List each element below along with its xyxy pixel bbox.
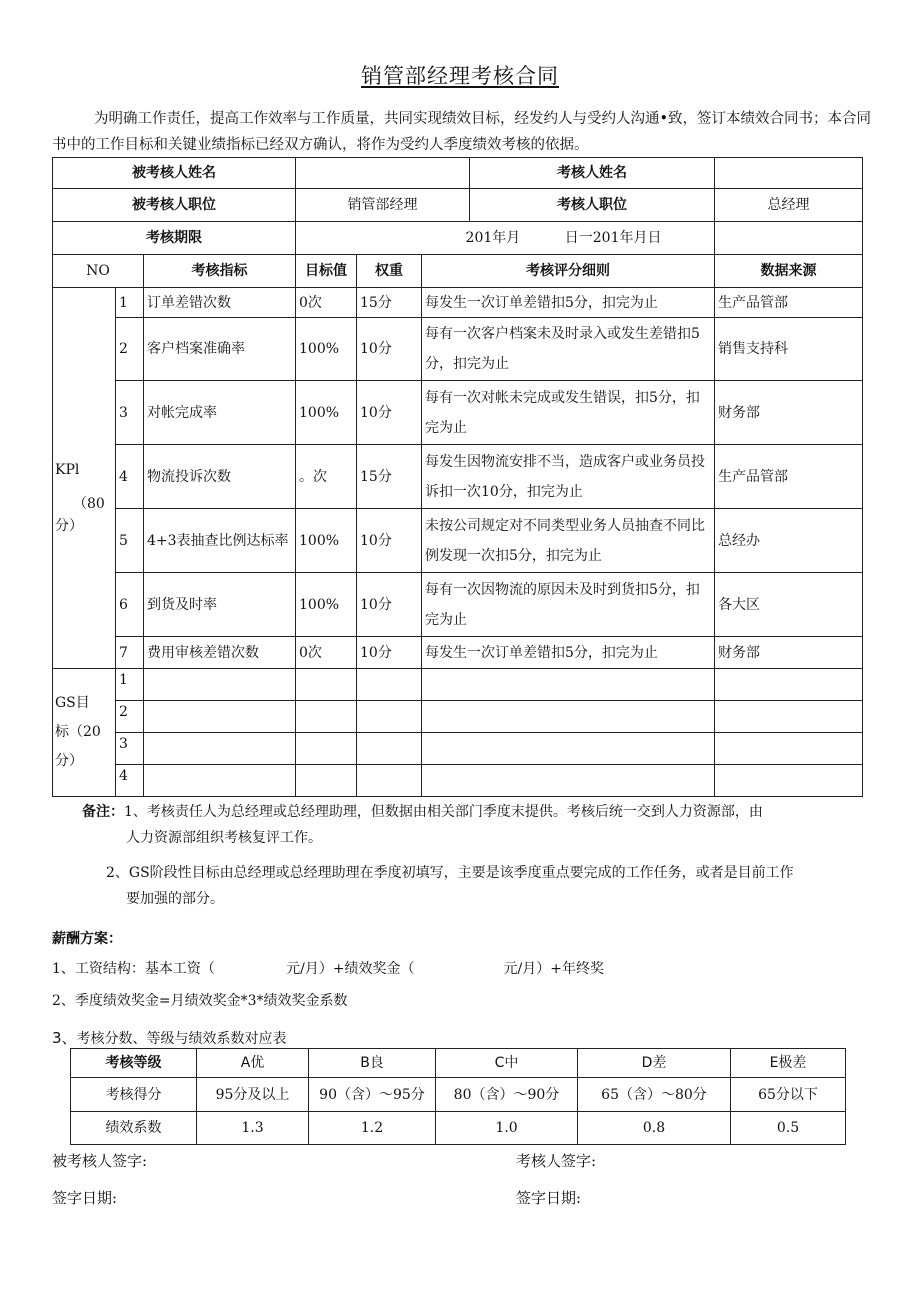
kpi-target: 100%: [296, 573, 357, 637]
gs-cell[interactable]: [296, 669, 357, 701]
kpi-target: 100%: [296, 381, 357, 445]
note-2-line2: 要加强的部分。: [126, 891, 224, 907]
col-target: 目标值: [296, 255, 357, 288]
salary-heading: 薪酬方案：: [52, 931, 122, 947]
kpi-no: 4: [116, 445, 144, 509]
kpi-weight: 15分: [357, 288, 422, 318]
period-label: 考核期限: [53, 222, 296, 255]
notes-block: [82, 799, 862, 851]
grade-coef-cell: 1.3: [197, 1112, 309, 1145]
gs-cell[interactable]: [715, 733, 863, 765]
kpi-indicator: 订单差错次数: [144, 288, 296, 318]
assessee-name-value[interactable]: [296, 158, 470, 189]
row-names: [53, 158, 863, 189]
grade-header-cell: D差: [578, 1049, 731, 1078]
kpi-source: 生产品管部: [715, 288, 863, 318]
kpi-no: 2: [116, 318, 144, 381]
page-title: 销管部经理考核合同: [361, 64, 559, 88]
gs-group-line1: GS目: [55, 695, 90, 711]
kpi-criteria: 每发生一次订单差错扣5分，扣完为止: [422, 288, 715, 318]
gs-cell[interactable]: [357, 701, 422, 733]
kpi-weight: 10分: [357, 381, 422, 445]
note-1-line1: 1、考核责任人为总经理或总经理助理，但数据由相关部门季度末提供。考核后统一交到人力资源部，由: [124, 804, 763, 820]
gs-group-line3: 分）: [55, 753, 83, 769]
kpi-no: 3: [116, 381, 144, 445]
notes-label: 备注：: [82, 804, 124, 820]
assessor-position-label: 考核人职位: [470, 189, 715, 222]
kpi-target: 100%: [296, 509, 357, 573]
period-value[interactable]: 201年月 日一201年月日: [296, 222, 715, 255]
kpi-criteria: 未按公司规定对不同类型业务人员抽查不同比例发现一次扣5分，扣完为止: [422, 509, 715, 573]
note-2: [106, 860, 876, 912]
grade-header-cell: C中: [436, 1049, 578, 1078]
kpi-criteria: 每发生因物流安排不当，造成客户或业务员投诉扣一次10分，扣完为止: [422, 445, 715, 509]
assessor-name-value[interactable]: [715, 158, 863, 189]
table-row: [53, 573, 863, 637]
gs-cell[interactable]: [715, 669, 863, 701]
gs-cell[interactable]: [296, 733, 357, 765]
kpi-indicator: 客户档案准确率: [144, 318, 296, 381]
table-row: [53, 288, 863, 318]
gs-cell[interactable]: [422, 765, 715, 797]
salary-item-2: 2、季度绩效奖金=月绩效奖金*3*绩效奖金系数: [52, 993, 348, 1009]
grade-coef-label: 绩效系数: [71, 1112, 197, 1145]
assessee-position-value[interactable]: 销管部经理: [296, 189, 470, 222]
gs-cell[interactable]: [357, 765, 422, 797]
kpi-source: 销售支持科: [715, 318, 863, 381]
kpi-source: 财务部: [715, 381, 863, 445]
gs-cell[interactable]: [357, 669, 422, 701]
grade-score-row: [71, 1078, 846, 1112]
grade-score-label: 考核得分: [71, 1078, 197, 1112]
assessment-table: [52, 157, 863, 797]
table-row: [53, 445, 863, 509]
salary-item-3: [52, 1027, 287, 1048]
kpi-group-line2: （80: [73, 496, 105, 512]
table-row: [53, 765, 863, 797]
gs-cell[interactable]: [715, 701, 863, 733]
kpi-criteria: 每有一次客户档案未及时录入或发生差错扣5分，扣完为止: [422, 318, 715, 381]
kpi-weight: 15分: [357, 445, 422, 509]
assessor-name-label: 考核人姓名: [470, 158, 715, 189]
note-2-line1: 2、GS阶段性目标由总经理或总经理助理在季度初填写，主要是该季度重点要完成的工作任务，或者是目前工作: [106, 865, 794, 881]
gs-cell[interactable]: [357, 733, 422, 765]
assessee-position-label: 被考核人职位: [53, 189, 296, 222]
gs-group-label: [53, 669, 116, 797]
grade-coef-cell: 1.2: [309, 1112, 436, 1145]
kpi-source: 总经办: [715, 509, 863, 573]
row-positions: [53, 189, 863, 222]
sign-date-left: 签字日期:: [52, 1189, 118, 1207]
grade-header-row: [71, 1049, 846, 1078]
gs-no: 2: [116, 701, 144, 733]
grade-score-cell: 65分以下: [731, 1078, 846, 1112]
note-1: [82, 799, 862, 825]
kpi-target: 。次: [296, 445, 357, 509]
grade-header-cell: A优: [197, 1049, 309, 1078]
salary-item-1: 1、工资结构：基本工资（ 元/月）+绩效奖金（ 元/月）+年终奖: [52, 961, 605, 977]
intro-paragraph: 为明确工作责任，提高工作效率与工作质量，共同实现绩效目标，经发约人与受约人沟通•致，签订本绩效合同书；本合同书中的工作目标和关键业绩指标已经双方确认，将作为受约人季度绩效考核的依据。: [52, 111, 872, 153]
sign-date-right: 签字日期:: [516, 1189, 582, 1207]
gs-cell[interactable]: [144, 669, 296, 701]
kpi-group-label: [53, 288, 116, 669]
table-row: [53, 318, 863, 381]
gs-cell[interactable]: [296, 701, 357, 733]
gs-group-line2: 标（20: [55, 724, 101, 740]
assessor-signature-label: 考核人签字:: [516, 1152, 597, 1170]
kpi-group-line3: 分）: [55, 518, 83, 534]
kpi-indicator: 4+3表抽查比例达标率: [144, 509, 296, 573]
kpi-target: 100%: [296, 318, 357, 381]
gs-cell[interactable]: [422, 733, 715, 765]
kpi-target: 0次: [296, 637, 357, 669]
row-period: [53, 222, 863, 255]
kpi-criteria: 每有一次因物流的原因未及时到货扣5分，扣完为止: [422, 573, 715, 637]
gs-cell[interactable]: [422, 701, 715, 733]
grade-score-cell: 95分及以上: [197, 1078, 309, 1112]
grade-coef-cell: 0.8: [578, 1112, 731, 1145]
assessor-position-value[interactable]: 总经理: [715, 189, 863, 222]
gs-no: 4: [116, 765, 144, 797]
grade-coef-cell: 1.0: [436, 1112, 578, 1145]
period-extra-cell[interactable]: [715, 222, 863, 255]
table-row: [53, 381, 863, 445]
kpi-source: 财务部: [715, 637, 863, 669]
kpi-weight: 10分: [357, 509, 422, 573]
grade-header-cell: E极差: [731, 1049, 846, 1078]
gs-cell[interactable]: [144, 733, 296, 765]
grade-header-cell: B良: [309, 1049, 436, 1078]
table-row: [53, 701, 863, 733]
grade-score-cell: 65（含）～80分: [578, 1078, 731, 1112]
gs-no: 3: [116, 733, 144, 765]
table-row: [53, 509, 863, 573]
kpi-no: 7: [116, 637, 144, 669]
grade-coef-cell: 0.5: [731, 1112, 846, 1145]
kpi-indicator: 物流投诉次数: [144, 445, 296, 509]
assessee-name-label: 被考核人姓名: [53, 158, 296, 189]
gs-cell[interactable]: [422, 669, 715, 701]
column-header-row: [53, 255, 863, 288]
kpi-weight: 10分: [357, 318, 422, 381]
kpi-source: 生产品管部: [715, 445, 863, 509]
kpi-group-line1: KPl: [55, 462, 80, 478]
kpi-target: 0次: [296, 288, 357, 318]
kpi-no: 6: [116, 573, 144, 637]
table-row: [53, 733, 863, 765]
gs-no: 1: [116, 669, 144, 701]
col-no: NO: [53, 255, 144, 288]
col-source: 数据来源: [715, 255, 863, 288]
assessee-signature-label: 被考核人签字:: [52, 1152, 148, 1170]
grade-score-cell: 80（含）～90分: [436, 1078, 578, 1112]
kpi-no: 5: [116, 509, 144, 573]
kpi-indicator: 对帐完成率: [144, 381, 296, 445]
kpi-criteria: 每有一次对帐未完成或发生错误，扣5分，扣完为止: [422, 381, 715, 445]
kpi-indicator: 到货及时率: [144, 573, 296, 637]
kpi-source: 各大区: [715, 573, 863, 637]
kpi-weight: 10分: [357, 637, 422, 669]
gs-cell[interactable]: [296, 765, 357, 797]
grade-score-cell: 90（含）～95分: [309, 1078, 436, 1112]
salary-item-3-num: 3、: [52, 1029, 77, 1047]
kpi-criteria: 每发生一次订单差错扣5分，扣完为止: [422, 637, 715, 669]
gs-cell[interactable]: [144, 765, 296, 797]
col-indicator: 考核指标: [144, 255, 296, 288]
table-row: [53, 669, 863, 701]
note-1-line2: 人力资源部组织考核复评工作。: [126, 830, 322, 846]
gs-cell[interactable]: [715, 765, 863, 797]
grade-table: [70, 1048, 846, 1145]
kpi-weight: 10分: [357, 573, 422, 637]
grade-coef-row: [71, 1112, 846, 1145]
table-row: [53, 637, 863, 669]
kpi-no: 1: [116, 288, 144, 318]
col-criteria: 考核评分细则: [422, 255, 715, 288]
col-weight: 权重: [357, 255, 422, 288]
kpi-indicator: 费用审核差错次数: [144, 637, 296, 669]
grade-header-cell: 考核等级: [71, 1049, 197, 1078]
gs-cell[interactable]: [144, 701, 296, 733]
salary-item-3-text: 考核分数、等级与绩效系数对应表: [76, 1031, 287, 1047]
